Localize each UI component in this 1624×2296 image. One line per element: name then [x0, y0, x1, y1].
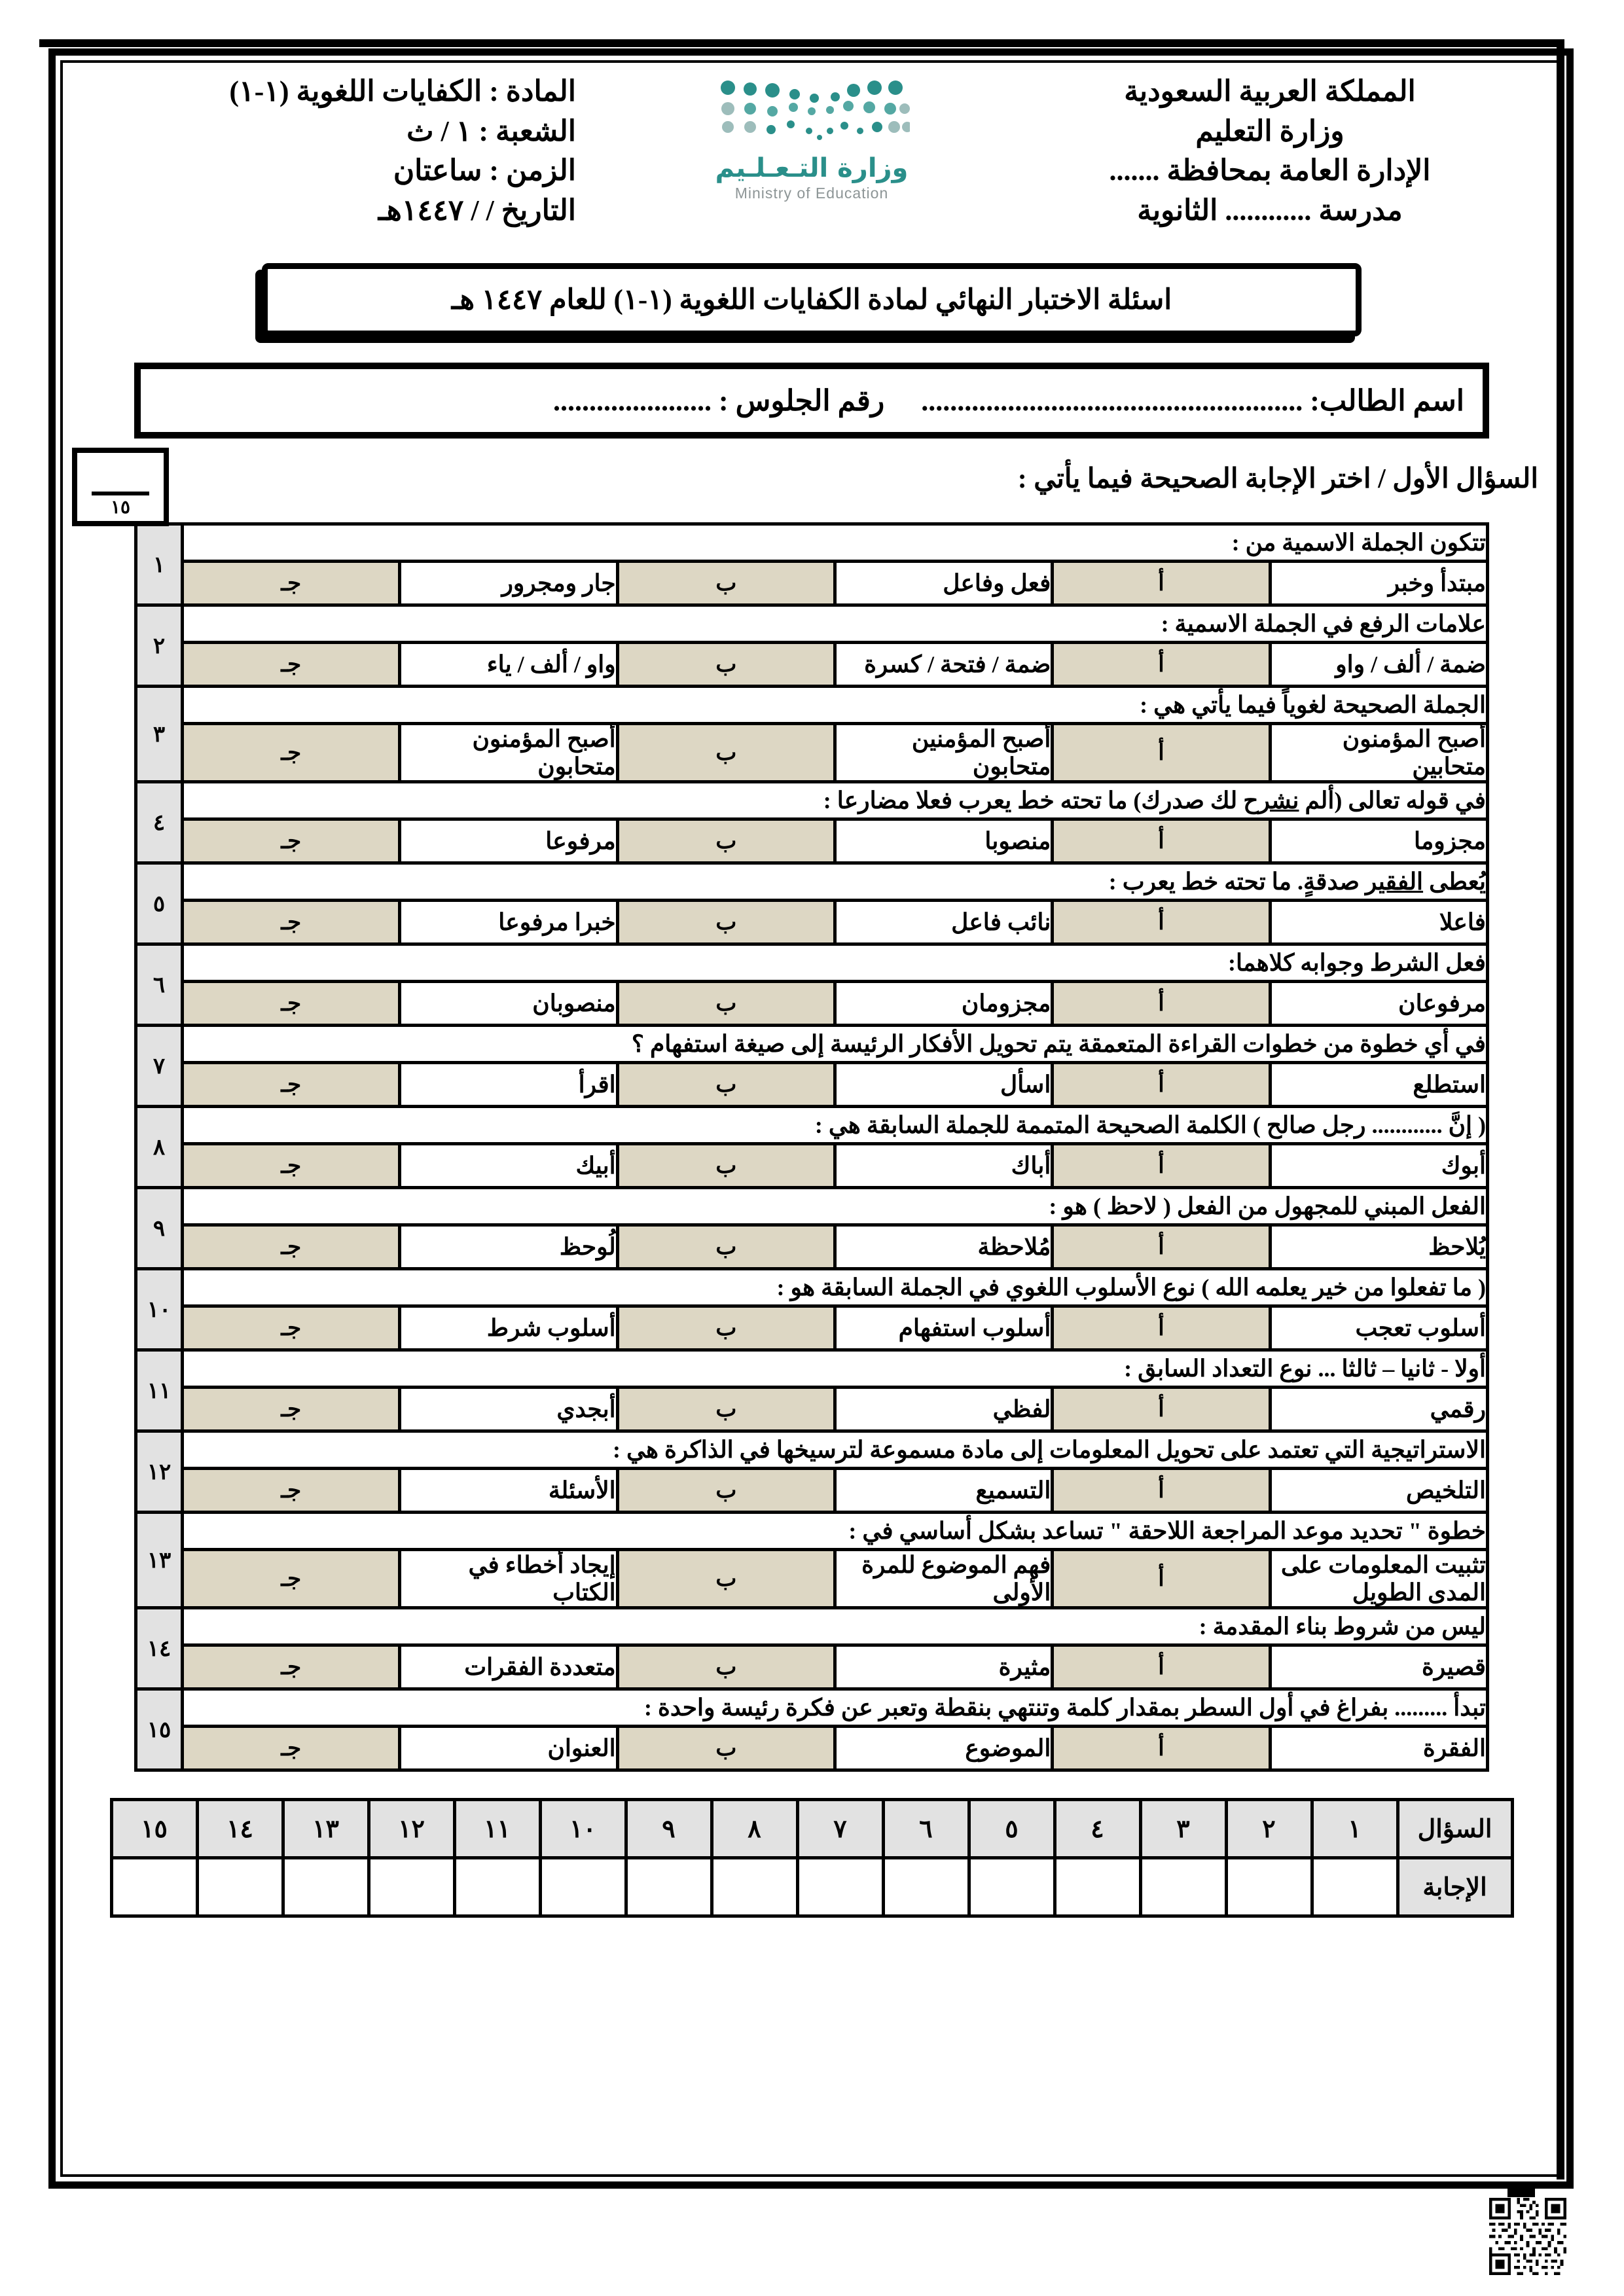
answer-key-number: ١٣	[283, 1800, 369, 1858]
student-info-box	[134, 363, 1489, 439]
option-letter-c: جـ	[183, 1550, 400, 1608]
option-b[interactable]: فهم الموضوع للمرة الأولى	[835, 1550, 1053, 1608]
qr-code-icon	[1489, 2198, 1566, 2275]
question-one-header	[65, 462, 1558, 522]
score-divider	[92, 492, 149, 495]
question-options-row	[136, 562, 1488, 605]
option-letter-b: ب	[617, 1727, 835, 1770]
option-b[interactable]: فعل وفاعل	[835, 562, 1053, 605]
option-b[interactable]: نائب فاعل	[835, 901, 1053, 944]
option-b[interactable]: لفظي	[835, 1388, 1053, 1431]
option-c[interactable]: أسلوب شرط	[400, 1306, 617, 1350]
question-options-row	[136, 1645, 1488, 1689]
question-stem-row	[136, 863, 1488, 901]
question-stem: تتكون الجملة الاسمية من :	[183, 524, 1488, 562]
question-options-row	[136, 901, 1488, 944]
option-a[interactable]: مبتدأ وخبر	[1270, 562, 1487, 605]
answer-key-number: ٩	[626, 1800, 712, 1858]
answer-key-number: ١٠	[540, 1800, 626, 1858]
option-letter-c: جـ	[183, 982, 400, 1026]
option-letter-b: ب	[617, 1063, 835, 1107]
option-letter-a: أ	[1053, 1645, 1270, 1689]
option-letter-a: أ	[1053, 562, 1270, 605]
option-a[interactable]: أبوك	[1270, 1144, 1487, 1188]
exam-title-box	[262, 263, 1362, 336]
question-stem: ليس من شروط بناء المقدمة :	[183, 1608, 1488, 1645]
answer-key-cell[interactable]	[369, 1858, 454, 1916]
option-b[interactable]: أسلوب استفهام	[835, 1306, 1053, 1350]
option-letter-a: أ	[1053, 1469, 1270, 1513]
option-letter-a: أ	[1053, 724, 1270, 782]
option-c[interactable]: جار ومجرور	[400, 562, 617, 605]
question-stem-row	[136, 687, 1488, 724]
subject-line: المادة : الكفايات اللغوية (١-١)	[229, 75, 576, 107]
option-letter-c: جـ	[183, 1225, 400, 1269]
exam-title: اسئلة الاختبار النهائي لمادة الكفايات اللغوية (١-١) للعام ١٤٤٧ هـ	[451, 285, 1172, 315]
question-stem: في أي خطوة من خطوات القراءة المتعمقة يتم تحويل الأفكار الرئيسة إلى صيغة استفهام ؟	[183, 1026, 1488, 1063]
option-letter-b: ب	[617, 724, 835, 782]
question-stem-row	[136, 1431, 1488, 1469]
underlined-word: نشرح	[1243, 787, 1299, 814]
answer-key-number: ١١	[454, 1800, 540, 1858]
option-a[interactable]: استطلع	[1270, 1063, 1487, 1107]
answer-key-number: ٧	[797, 1800, 883, 1858]
option-c[interactable]: الأسئلة	[400, 1469, 617, 1513]
question-stem: ( إنَّ ............ رجل صالح ) الكلمة الصحيحة المتممة للجملة السابقة هي :	[183, 1107, 1488, 1144]
ministry-logo-dots-icon	[713, 77, 910, 146]
logo-wordmark-en: Ministry of Education	[734, 185, 889, 202]
qr-top-mark	[1507, 2184, 1535, 2197]
education-directorate: الإدارة العامة بمحافظة .......	[1109, 154, 1431, 187]
option-a[interactable]: أصبح المؤمنون متحابين	[1270, 724, 1487, 782]
question-stem: ( ما تفعلوا من خير يعلمه الله ) نوع الأسلوب اللغوي في الجملة السابقة هو :	[183, 1269, 1488, 1306]
question-stem-row	[136, 1107, 1488, 1144]
question-stem-row	[136, 1026, 1488, 1063]
seat-number-field[interactable]: رقم الجلوس : ......................	[552, 384, 885, 417]
option-a[interactable]: التلخيص	[1270, 1469, 1487, 1513]
question-options-row	[136, 643, 1488, 687]
question-stem-row	[136, 782, 1488, 819]
option-letter-a: أ	[1053, 1388, 1270, 1431]
question-stem-row	[136, 1689, 1488, 1727]
option-letter-a: أ	[1053, 982, 1270, 1026]
question-stem: فعل الشرط وجوابه كلاهما:	[183, 944, 1488, 982]
question-stem-row	[136, 1513, 1488, 1550]
option-c[interactable]: منصوبان	[400, 982, 617, 1026]
date-line: التاريخ / / ١٤٤٧هـ	[378, 194, 576, 227]
student-info-wrap	[134, 363, 1489, 439]
answer-key-number: ٤	[1055, 1800, 1140, 1858]
question-number: ٩	[136, 1188, 183, 1269]
option-letter-a: أ	[1053, 819, 1270, 863]
question-stem: علامات الرفع في الجملة الاسمية :	[183, 605, 1488, 643]
question-options-row	[136, 819, 1488, 863]
option-letter-b: ب	[617, 982, 835, 1026]
option-letter-a: أ	[1053, 901, 1270, 944]
option-letter-a: أ	[1053, 1306, 1270, 1350]
option-a[interactable]: يُلاحظ	[1270, 1225, 1487, 1269]
answer-key-number: ٢	[1226, 1800, 1312, 1858]
country-name: المملكة العربية السعودية	[1124, 75, 1416, 107]
answer-key-cell[interactable]	[712, 1858, 797, 1916]
option-letter-b: ب	[617, 1144, 835, 1188]
question-stem: يُعطى الفقير صدقةٍ. ما تحته خط يعرب :	[183, 863, 1488, 901]
option-b[interactable]: ضمة / فتحة / كسرة	[835, 643, 1053, 687]
underlined-word: الفقير	[1365, 869, 1424, 895]
question-number: ١٠	[136, 1269, 183, 1350]
option-letter-b: ب	[617, 1388, 835, 1431]
answer-key-number: ١٤	[197, 1800, 283, 1858]
option-letter-c: جـ	[183, 1645, 400, 1689]
answer-key-number: ١	[1312, 1800, 1398, 1858]
question-number: ٥	[136, 863, 183, 944]
option-letter-c: جـ	[183, 819, 400, 863]
question-number: ٤	[136, 782, 183, 863]
answer-key-number: ٦	[883, 1800, 969, 1858]
question-options-row	[136, 1550, 1488, 1608]
question-number: ٨	[136, 1107, 183, 1188]
option-a[interactable]: أسلوب تعجب	[1270, 1306, 1487, 1350]
ministry-address-block	[1021, 72, 1519, 231]
option-b[interactable]: أباك	[835, 1144, 1053, 1188]
option-letter-c: جـ	[183, 901, 400, 944]
answer-key-number: ١٢	[369, 1800, 454, 1858]
answer-key-cell[interactable]	[1055, 1858, 1140, 1916]
page-content	[65, 65, 1558, 2173]
option-letter-a: أ	[1053, 643, 1270, 687]
question-stem: الجملة الصحيحة لغوياً فيما يأتي هي :	[183, 687, 1488, 724]
option-a[interactable]: قصيرة	[1270, 1645, 1487, 1689]
option-letter-c: جـ	[183, 1469, 400, 1513]
option-letter-b: ب	[617, 643, 835, 687]
question-stem-row	[136, 605, 1488, 643]
option-c[interactable]: العنوان	[400, 1727, 617, 1770]
option-letter-c: جـ	[183, 1144, 400, 1188]
option-c[interactable]: متعددة الفقرات	[400, 1645, 617, 1689]
option-c[interactable]: أبجدي	[400, 1388, 617, 1431]
answer-key-cell[interactable]	[1226, 1858, 1312, 1916]
answer-key-cell[interactable]	[969, 1858, 1055, 1916]
answer-key-cell[interactable]	[1140, 1858, 1226, 1916]
question-stem-row	[136, 944, 1488, 982]
option-b[interactable]: منصوبا	[835, 819, 1053, 863]
option-a[interactable]: مجزوما	[1270, 819, 1487, 863]
option-letter-c: جـ	[183, 1063, 400, 1107]
option-letter-c: جـ	[183, 1727, 400, 1770]
score-box[interactable]	[72, 448, 169, 526]
option-letter-b: ب	[617, 819, 835, 863]
answer-key-question-label: السؤال	[1398, 1800, 1512, 1858]
option-c[interactable]: واو / ألف / ياء	[400, 643, 617, 687]
option-a[interactable]: فاعلا	[1270, 901, 1487, 944]
answer-key-cell[interactable]	[883, 1858, 969, 1916]
option-letter-c: جـ	[183, 643, 400, 687]
ministry-logo	[674, 77, 949, 202]
answer-key-cell[interactable]	[626, 1858, 712, 1916]
option-letter-b: ب	[617, 1550, 835, 1608]
option-letter-a: أ	[1053, 1727, 1270, 1770]
answer-key-answer-row	[111, 1858, 1512, 1916]
question-number: ١٤	[136, 1608, 183, 1689]
answer-key-cell[interactable]	[797, 1858, 883, 1916]
option-letter-b: ب	[617, 562, 835, 605]
option-b[interactable]: أصبح المؤمنين متحابون	[835, 724, 1053, 782]
option-c[interactable]: لُوحظ	[400, 1225, 617, 1269]
exam-title-wrap	[262, 263, 1362, 336]
answer-key-cell[interactable]	[283, 1858, 369, 1916]
option-b[interactable]: التسميع	[835, 1469, 1053, 1513]
question-stem-row	[136, 1608, 1488, 1645]
ministry-name: وزارة التعليم	[1195, 115, 1344, 147]
score-total: ١٥	[110, 497, 131, 518]
question-options-row	[136, 982, 1488, 1026]
option-letter-c: جـ	[183, 1306, 400, 1350]
logo-wordmark-ar: وزارة التـعـلـيم	[715, 153, 909, 183]
question-options-row	[136, 1727, 1488, 1770]
answer-key-number: ٥	[969, 1800, 1055, 1858]
question-options-row	[136, 1225, 1488, 1269]
option-letter-c: جـ	[183, 1388, 400, 1431]
option-c[interactable]: مرفوعا	[400, 819, 617, 863]
option-a[interactable]: تثبيت المعلومات على المدى الطويل	[1270, 1550, 1487, 1608]
question-number: ١١	[136, 1350, 183, 1431]
question-options-row	[136, 724, 1488, 782]
document-header	[65, 65, 1558, 255]
question-options-row	[136, 1306, 1488, 1350]
answer-key-answer-label: الإجابة	[1398, 1858, 1512, 1916]
question-stem: خطوة " تحديد موعد المراجعة اللاحقة " تساعد بشكل أساسي في :	[183, 1513, 1488, 1550]
option-b[interactable]: مجزومان	[835, 982, 1053, 1026]
question-stem-row	[136, 1188, 1488, 1225]
question-stem: الفعل المبني للمجهول من الفعل ( لاحظ ) هو :	[183, 1188, 1488, 1225]
question-one-instruction: السؤال الأول / اختر الإجابة الصحيحة فيما يأتي :	[1017, 464, 1538, 494]
question-number: ١	[136, 524, 183, 605]
answer-key-table	[110, 1798, 1514, 1918]
answer-key-cell[interactable]	[111, 1858, 197, 1916]
answer-key-cell[interactable]	[197, 1858, 283, 1916]
answer-key-cell[interactable]	[454, 1858, 540, 1916]
question-options-row	[136, 1063, 1488, 1107]
school-name: مدرسة ............ الثانوية	[1137, 194, 1403, 227]
option-c[interactable]: أبيك	[400, 1144, 617, 1188]
question-options-row	[136, 1388, 1488, 1431]
answer-key-number: ١٥	[111, 1800, 197, 1858]
section-line: الشعبة : ١ / ث	[406, 115, 576, 147]
option-a[interactable]: ضمة / ألف / واو	[1270, 643, 1487, 687]
option-letter-a: أ	[1053, 1144, 1270, 1188]
option-b[interactable]: مثيرة	[835, 1645, 1053, 1689]
option-b[interactable]: مُلاحظة	[835, 1225, 1053, 1269]
option-letter-a: أ	[1053, 1550, 1270, 1608]
option-letter-c: جـ	[183, 724, 400, 782]
question-stem-row	[136, 1350, 1488, 1388]
question-stem: في قوله تعالى (ألم نشرح لك صدرك) ما تحته خط يعرب فعلا مضارعا :	[183, 782, 1488, 819]
option-a[interactable]: الفقرة	[1270, 1727, 1487, 1770]
answer-key-cell[interactable]	[1312, 1858, 1398, 1916]
question-options-row	[136, 1469, 1488, 1513]
option-b[interactable]: اسأل	[835, 1063, 1053, 1107]
question-stem: تبدأ ......... بفراغ في أول السطر بمقدار كلمة وتنتهي بنقطة وتعبر عن فكرة رئيسة واحدة :	[183, 1689, 1488, 1727]
exam-meta-block	[92, 72, 589, 231]
option-c[interactable]: اقرأ	[400, 1063, 617, 1107]
option-letter-b: ب	[617, 1306, 835, 1350]
question-number: ١٢	[136, 1431, 183, 1513]
answer-key-number: ٣	[1140, 1800, 1226, 1858]
question-stem-row	[136, 524, 1488, 562]
option-c[interactable]: إيجاد أخطاء في الكتاب	[400, 1550, 617, 1608]
question-number: ٣	[136, 687, 183, 782]
option-letter-b: ب	[617, 901, 835, 944]
question-stem: أولا - ثانيا – ثالثا ... نوع التعداد السابق :	[183, 1350, 1488, 1388]
answer-key-number: ٨	[712, 1800, 797, 1858]
question-stem: الاستراتيجية التي تعتمد على تحويل المعلومات إلى مادة مسموعة لترسيخها في الذاكرة هي :	[183, 1431, 1488, 1469]
option-c[interactable]: أصبح المؤمنون متحابون	[400, 724, 617, 782]
question-number: ١٥	[136, 1689, 183, 1770]
student-name-field[interactable]: اسم الطالب: .....................................................	[921, 384, 1464, 417]
option-letter-b: ب	[617, 1469, 835, 1513]
option-a[interactable]: رقمي	[1270, 1388, 1487, 1431]
question-number: ٢	[136, 605, 183, 687]
answer-key-question-row	[111, 1800, 1512, 1858]
option-letter-c: جـ	[183, 562, 400, 605]
option-letter-b: ب	[617, 1225, 835, 1269]
option-c[interactable]: خبرا مرفوعا	[400, 901, 617, 944]
option-letter-a: أ	[1053, 1225, 1270, 1269]
option-b[interactable]: الموضوع	[835, 1727, 1053, 1770]
question-number: ٦	[136, 944, 183, 1026]
question-number: ١٣	[136, 1513, 183, 1608]
option-letter-b: ب	[617, 1645, 835, 1689]
option-letter-a: أ	[1053, 1063, 1270, 1107]
question-options-row	[136, 1144, 1488, 1188]
question-stem-row	[136, 1269, 1488, 1306]
duration-line: الزمن : ساعتان	[393, 154, 576, 187]
option-a[interactable]: مرفوعان	[1270, 982, 1487, 1026]
question-number: ٧	[136, 1026, 183, 1107]
answer-key-cell[interactable]	[540, 1858, 626, 1916]
questions-table	[134, 522, 1489, 1772]
